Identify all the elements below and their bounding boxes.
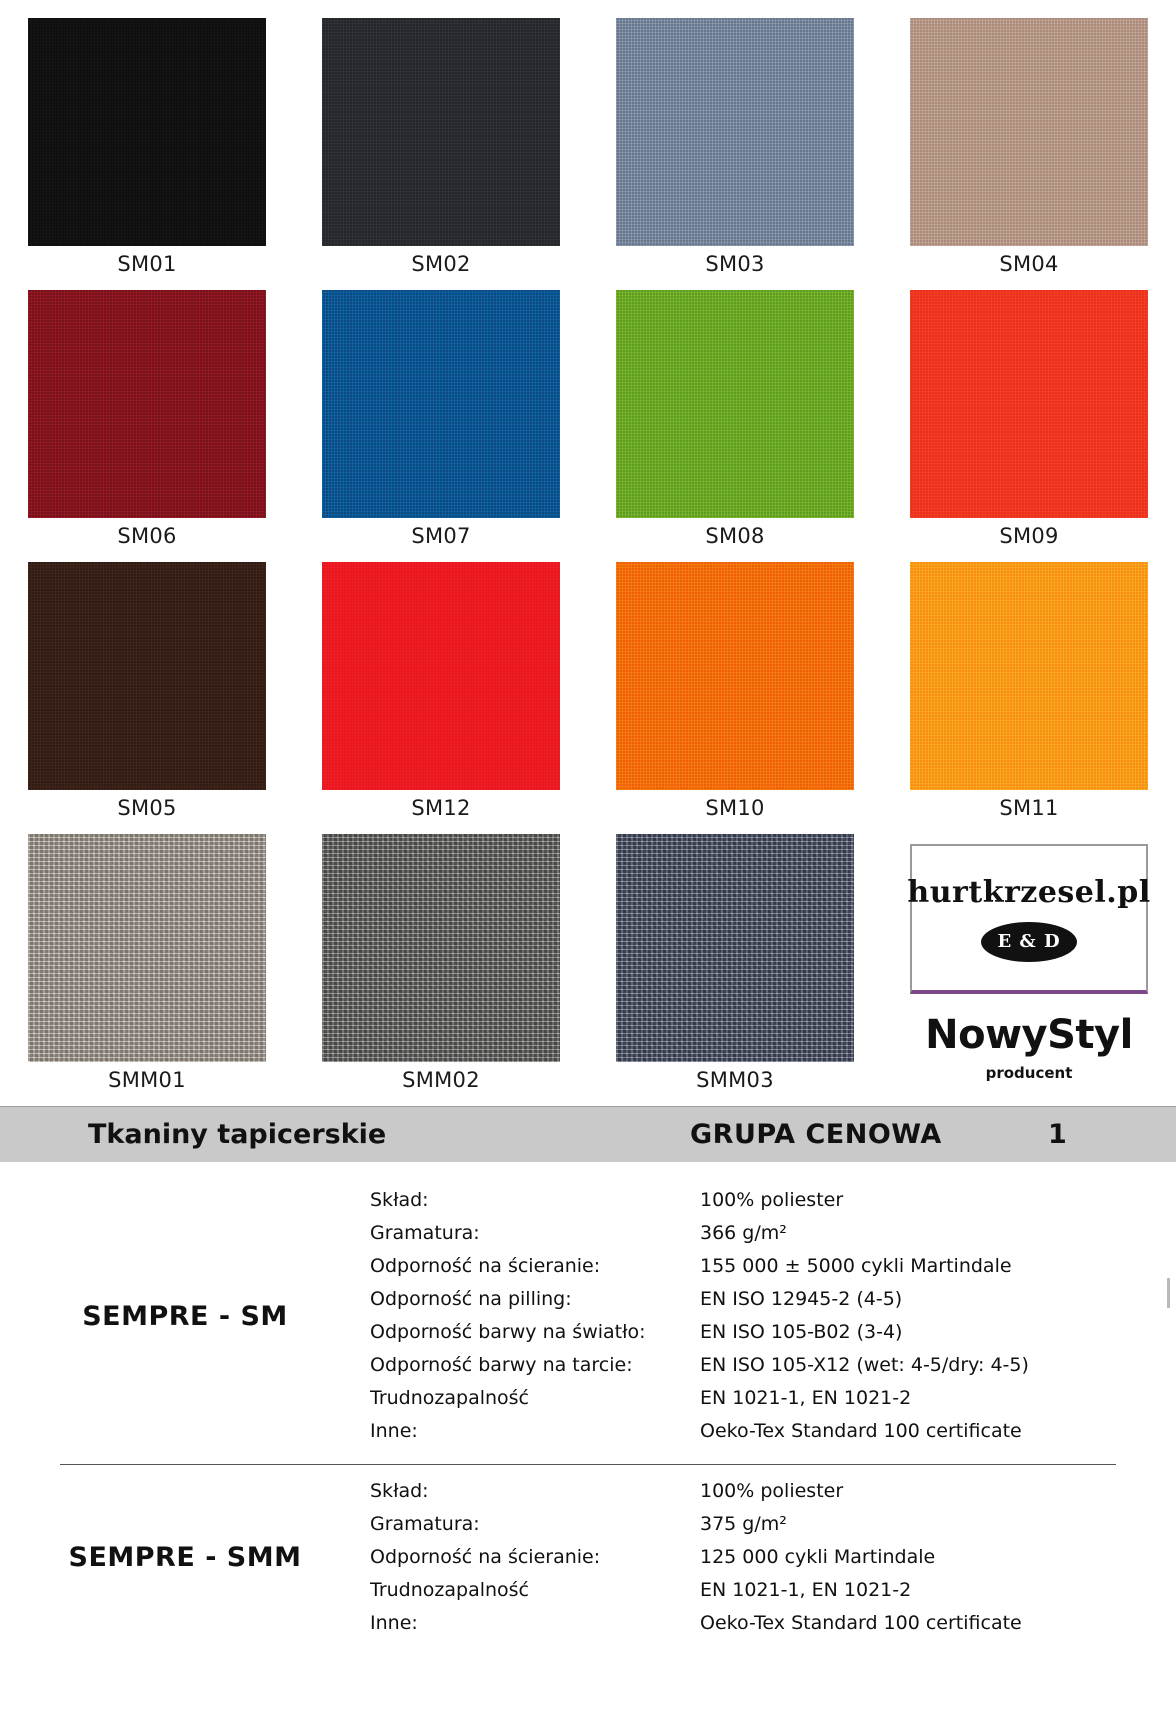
swatch-label: SM09 xyxy=(999,524,1059,548)
band-group-value: 1 xyxy=(1048,1119,1067,1150)
swatch-row xyxy=(0,834,1176,1106)
spec-value: 155 000 ± 5000 cykli Martindale xyxy=(700,1255,1012,1277)
swatch-label: SM02 xyxy=(411,252,471,276)
swatch-color-smm01 xyxy=(28,834,266,1062)
spec-row xyxy=(370,1316,1136,1349)
swatch-color-sm12 xyxy=(322,562,560,790)
spec-row xyxy=(370,1541,1136,1574)
section-band xyxy=(0,1106,1176,1162)
swatch-label: SMM02 xyxy=(402,1068,480,1092)
swatch-color-sm09 xyxy=(910,290,1148,518)
scroll-indicator[interactable] xyxy=(1167,1278,1170,1308)
swatch-label: SMM03 xyxy=(696,1068,774,1092)
swatch-color-sm08 xyxy=(616,290,854,518)
swatch-item-smm03[interactable] xyxy=(588,834,882,1106)
swatch-item-sm10[interactable] xyxy=(588,562,882,834)
swatch-item-smm02[interactable] xyxy=(294,834,588,1106)
spec-row xyxy=(370,1574,1136,1607)
swatch-color-smm02 xyxy=(322,834,560,1062)
swatch-color-sm07 xyxy=(322,290,560,518)
ed-logo-icon xyxy=(981,922,1077,962)
swatch-item-sm11[interactable] xyxy=(882,562,1176,834)
swatch-color-sm06 xyxy=(28,290,266,518)
swatch-color-sm02 xyxy=(322,18,560,246)
shop-name: hurtkrzesel.pl xyxy=(907,874,1151,910)
swatch-label: SM10 xyxy=(705,796,765,820)
swatch-item-sm09[interactable] xyxy=(882,290,1176,562)
swatch-color-sm10 xyxy=(616,562,854,790)
spec-value: EN 1021-1, EN 1021-2 xyxy=(700,1579,912,1601)
spec-value: 375 g/m² xyxy=(700,1513,787,1535)
spec-key: Odporność na ścieranie: xyxy=(370,1255,601,1277)
spec-value: EN ISO 12945-2 (4-5) xyxy=(700,1288,903,1310)
spec-key: Gramatura: xyxy=(370,1513,480,1535)
spec-row xyxy=(370,1382,1136,1415)
swatch-label: SMM01 xyxy=(108,1068,186,1092)
spec-key: Gramatura: xyxy=(370,1222,480,1244)
swatch-row xyxy=(0,562,1176,834)
swatch-label: SM04 xyxy=(999,252,1059,276)
swatch-item-sm01[interactable] xyxy=(0,18,294,290)
spec-row xyxy=(370,1607,1136,1640)
spec-key: Odporność barwy na tarcie: xyxy=(370,1354,633,1376)
spec-block-smm xyxy=(0,1465,1176,1652)
spec-row xyxy=(370,1250,1136,1283)
swatch-item-sm12[interactable] xyxy=(294,562,588,834)
swatch-item-sm08[interactable] xyxy=(588,290,882,562)
swatch-label: SM05 xyxy=(117,796,177,820)
swatch-label: SM12 xyxy=(411,796,471,820)
swatch-color-sm01 xyxy=(28,18,266,246)
swatch-item-sm05[interactable] xyxy=(0,562,294,834)
swatch-item-smm01[interactable] xyxy=(0,834,294,1106)
spec-key: Odporność na pilling: xyxy=(370,1288,572,1310)
spec-row xyxy=(370,1415,1136,1448)
swatch-item-sm04[interactable] xyxy=(882,18,1176,290)
spec-key: Inne: xyxy=(370,1612,418,1634)
spec-block-title: SEMPRE - SM xyxy=(82,1300,288,1332)
swatch-item-sm07[interactable] xyxy=(294,290,588,562)
swatch-label: SM08 xyxy=(705,524,765,548)
swatch-color-smm03 xyxy=(616,834,854,1062)
spec-value: Oeko-Tex Standard 100 certificate xyxy=(700,1612,1022,1634)
spec-value: EN 1021-1, EN 1021-2 xyxy=(700,1387,912,1409)
spec-sheet xyxy=(0,1162,1176,1652)
spec-key: Odporność barwy na światło: xyxy=(370,1321,646,1343)
spec-block-title: SEMPRE - SMM xyxy=(68,1542,302,1573)
swatch-color-sm04 xyxy=(910,18,1148,246)
swatch-label: SM06 xyxy=(117,524,177,548)
manufacturer-name: NowyStyl xyxy=(925,1012,1133,1058)
spec-row xyxy=(370,1349,1136,1382)
swatch-row xyxy=(0,18,1176,290)
spec-key: Inne: xyxy=(370,1420,418,1442)
spec-row xyxy=(370,1475,1136,1508)
spec-row xyxy=(370,1217,1136,1250)
swatch-label: SM01 xyxy=(117,252,177,276)
spec-key: Skład: xyxy=(370,1480,429,1502)
spec-table-smm xyxy=(370,1475,1176,1640)
spec-block-sm xyxy=(0,1174,1176,1460)
swatch-label: SM11 xyxy=(999,796,1059,820)
logo-block xyxy=(882,834,1176,1106)
spec-key: Trudnozapalność xyxy=(370,1579,530,1601)
ed-logo-text: E & D xyxy=(997,931,1061,952)
swatch-color-sm05 xyxy=(28,562,266,790)
swatch-color-sm03 xyxy=(616,18,854,246)
spec-value: 125 000 cykli Martindale xyxy=(700,1546,936,1568)
spec-key: Skład: xyxy=(370,1189,429,1211)
spec-value: EN ISO 105-X12 (wet: 4-5/dry: 4-5) xyxy=(700,1354,1029,1376)
spec-value: 100% poliester xyxy=(700,1189,844,1211)
spec-value: 366 g/m² xyxy=(700,1222,787,1244)
spec-value: 100% poliester xyxy=(700,1480,844,1502)
spec-table-sm xyxy=(370,1184,1176,1448)
spec-row xyxy=(370,1283,1136,1316)
swatch-row xyxy=(0,290,1176,562)
shop-logo-box xyxy=(907,844,1151,994)
spec-row xyxy=(370,1508,1136,1541)
manufacturer-subtitle: producent xyxy=(985,1064,1073,1082)
spec-key: Trudnozapalność xyxy=(370,1387,530,1409)
band-title: Tkaniny tapicerskie xyxy=(88,1119,387,1150)
band-group-label: GRUPA CENOWA xyxy=(690,1119,942,1150)
spec-value: Oeko-Tex Standard 100 certificate xyxy=(700,1420,1022,1442)
swatch-label: SM03 xyxy=(705,252,765,276)
swatch-label: SM07 xyxy=(411,524,471,548)
swatch-color-sm11 xyxy=(910,562,1148,790)
spec-row xyxy=(370,1184,1136,1217)
swatch-item-sm06[interactable] xyxy=(0,290,294,562)
spec-key: Odporność na ścieranie: xyxy=(370,1546,601,1568)
swatch-item-sm03[interactable] xyxy=(588,18,882,290)
swatch-item-sm02[interactable] xyxy=(294,18,588,290)
spec-value: EN ISO 105-B02 (3-4) xyxy=(700,1321,903,1343)
